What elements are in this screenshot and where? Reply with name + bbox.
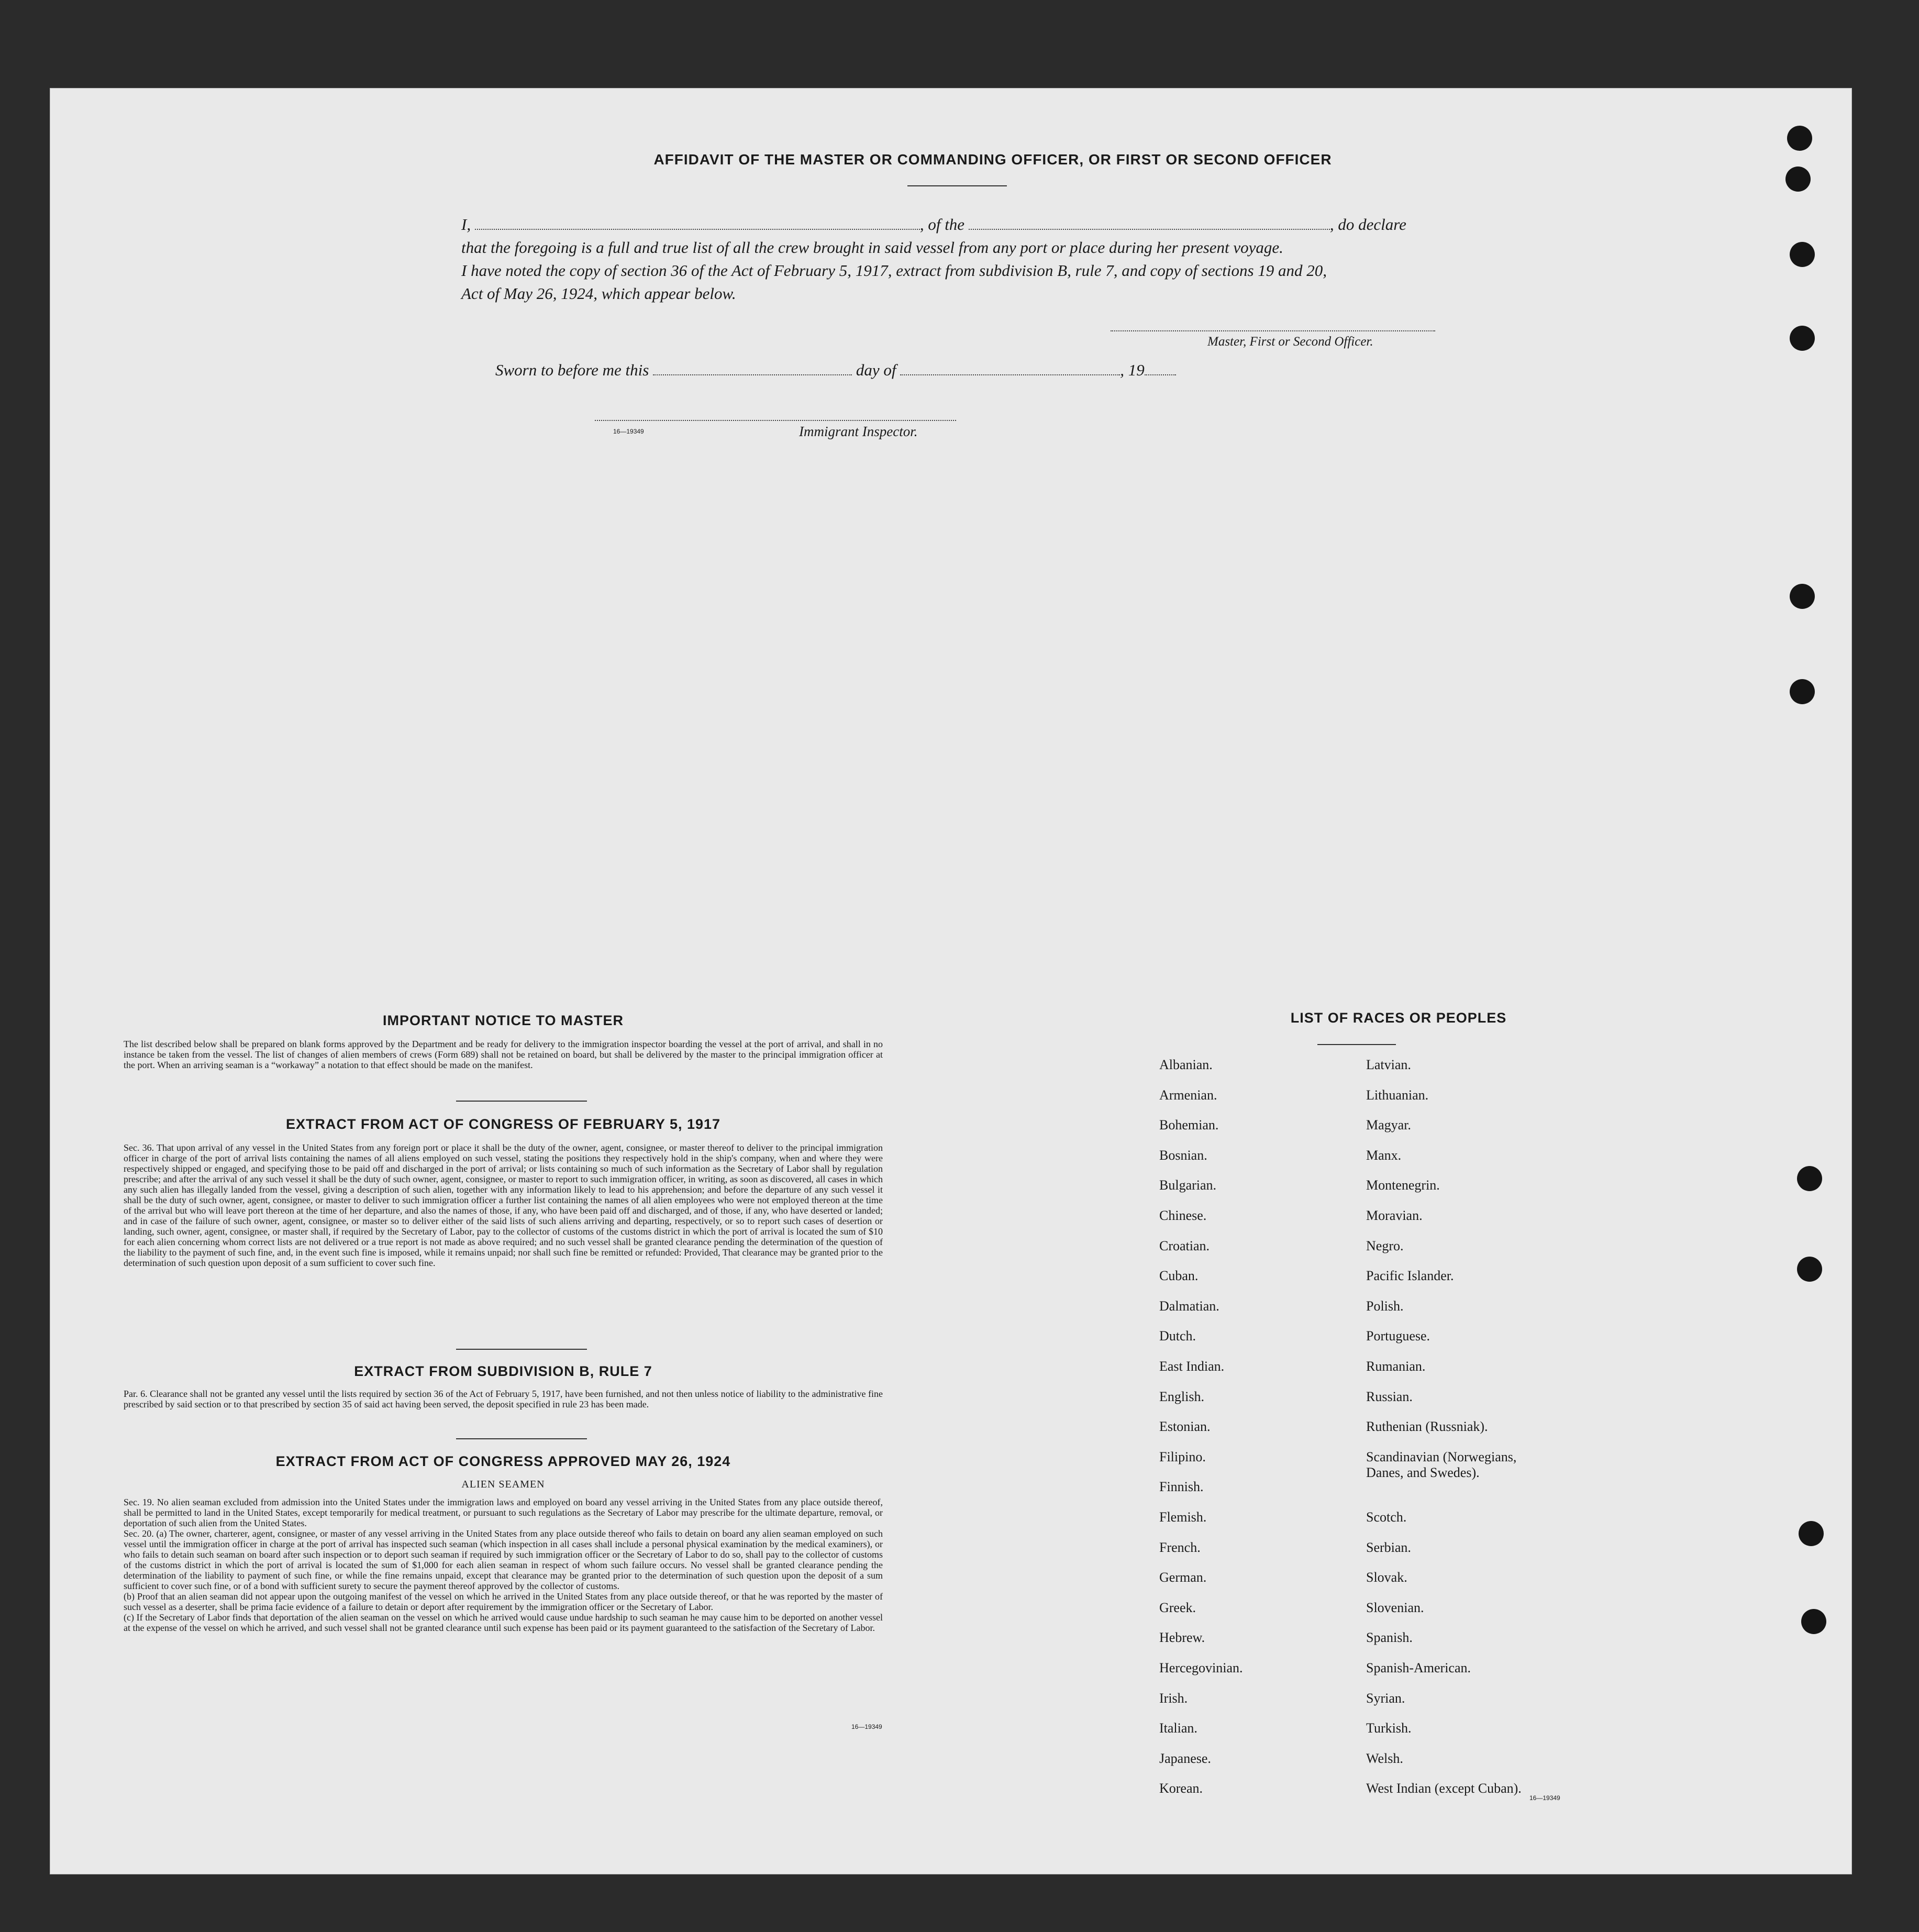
sworn-month-field[interactable]: [900, 374, 1120, 375]
affidavit-title-rule: [907, 185, 1007, 186]
sworn-prefix: Sworn to before me this: [495, 361, 649, 379]
rule7-body: Par. 6. Clearance shall not be granted any vessel until the lists required by section 36 of the Act of February 5, 1917, have been furnished, and not then unless notice of liability to the administrative fine prescribed by said section or to that prescribed by section 35 of said act having been served, the deposit specified in rule 23 has been made.: [124, 1389, 883, 1409]
race-item: West Indian (except Cuban).: [1366, 1781, 1522, 1796]
punch-hole: [1797, 1257, 1822, 1282]
affidavit-line-4: Act of May 26, 1924, which appear below.: [461, 284, 736, 303]
extract-1924-subtitle: ALIEN SEAMEN: [461, 1479, 545, 1490]
punch-hole: [1785, 166, 1811, 192]
race-item: Scandinavian (Norwegians, Danes, and Swedes).: [1366, 1449, 1517, 1480]
race-item: Filipino.: [1159, 1449, 1206, 1464]
inspector-label: Immigrant Inspector.: [799, 424, 918, 439]
notice-rule: [456, 1101, 587, 1102]
punch-hole: [1797, 1166, 1822, 1191]
race-item: French.: [1159, 1539, 1201, 1555]
race-item: Spanish-American.: [1366, 1660, 1471, 1675]
races-title: LIST OF RACES OR PEOPLES: [1290, 1010, 1507, 1026]
notice-body: The list described below shall be prepared on blank forms approved by the Department and be ready for delivery to the immigration inspector boarding the vessel at the port of arrival, and shall in no instance be taken from the vessel. The list of changes of alien members of crews (Form 689) shall not be retained on board, but shall be delivered by the master to the principal immigration officer at the port. When an arriving seaman is a “workaway” a notation to that effect should be made on the manifest.: [124, 1039, 883, 1070]
punch-hole: [1790, 584, 1815, 609]
notice-title: IMPORTANT NOTICE TO MASTER: [383, 1013, 624, 1028]
race-item: Flemish.: [1159, 1509, 1207, 1525]
affidavit-line-2: that the foregoing is a full and true list of all the crew brought in said vessel from any port or place during her present voyage.: [461, 238, 1283, 257]
race-item: Armenian.: [1159, 1087, 1217, 1103]
race-item: Pacific Islander.: [1366, 1268, 1454, 1284]
race-item: East Indian.: [1159, 1359, 1225, 1374]
race-item: Scotch.: [1366, 1509, 1407, 1525]
extract-1917-body: Sec. 36. That upon arrival of any vessel in the United States from any foreign port or place it shall be the duty of the owner, agent, consignee, or master thereof to deliver to the principal immigration officer in charge of the port of arrival lists containing the names of all aliens employed on such vessel, stating the positions they respectively hold in the ship's company, when and where they were respectively shipped or engaged, and specifying those to be paid off and discharged in the port of arrival; or lists containing so much of such information as the Secretary of Labor shall by regulation prescribe; and after the arrival of any such vessel it shall be the duty of such owner, agent, consignee, or master to report to such immigration officer, in writing, as soon as discovered, all cases in which any such alien has illegally landed from the vessel, giving a description of such alien, together with any information likely to lead to his apprehension; and before the departure of any such vessel it shall be the duty of such owner, agent, consignee, or master to deliver to such immigration officer a further list containing the names of all alien employees who were not employed thereon at the time of the arrival but who will leave port thereon at the time of her departure, and also the names of those, if any, who have been paid off and discharged, and of those, if any, who have deserted or landed; and in case of the failure of such owner, agent, consignee, or master so to deliver either of the said lists of such aliens arriving and departing, respectively, or so to report such cases of desertion or landing, such owner, agent, consignee, or master shall, if required by the Secretary of Labor, pay to the collector of customs of the customs district in which the port of arrival is located the sum of $10 for each alien concerning whom correct lists are not delivered or a true report is not made as above required; and no such vessel shall be granted clearance pending the determination of the question of the liability to the payment of such fine, and, in the event such fine is imposed, while it remains unpaid; nor shall such fine be remitted or refunded: Provided, That clearance may be granted prior to the determination of such question upon deposit of a sum sufficient to cover such fine.: [124, 1142, 883, 1268]
race-item: Hebrew.: [1159, 1630, 1205, 1646]
race-item: Bulgarian.: [1159, 1178, 1217, 1193]
race-item: Cuban.: [1159, 1268, 1199, 1284]
affidavit-declaration: [461, 213, 1506, 305]
sworn-day-of: day of: [856, 361, 896, 379]
race-item: English.: [1159, 1389, 1204, 1404]
extract-1924-title: EXTRACT FROM ACT OF CONGRESS APPROVED MAY 26, 1924: [275, 1453, 731, 1469]
master-signature-line[interactable]: [1111, 330, 1435, 331]
race-item: Turkish.: [1366, 1720, 1412, 1736]
affidavit-form-number: 16—19349: [613, 428, 644, 435]
race-item: Welsh.: [1366, 1750, 1403, 1766]
race-item: Dalmatian.: [1159, 1298, 1219, 1314]
race-item: Greek.: [1159, 1600, 1196, 1615]
extract-1917-rule: [456, 1349, 587, 1350]
race-item: Italian.: [1159, 1720, 1197, 1736]
race-item: Syrian.: [1366, 1690, 1405, 1706]
punch-hole: [1790, 326, 1815, 351]
race-item: Rumanian.: [1366, 1359, 1426, 1374]
race-item: Negro.: [1366, 1238, 1404, 1253]
affidavit-do-declare: , do declare: [1329, 215, 1406, 234]
race-item: Albanian.: [1159, 1057, 1213, 1072]
sworn-year-prefix: , 19: [1120, 361, 1145, 379]
affidavit-line-3: I have noted the copy of section 36 of the Act of February 5, 1917, extract from subdivision B, rule 7, and copy of sections 19 and 20,: [461, 261, 1327, 280]
sworn-line: [495, 361, 1176, 380]
punch-hole: [1787, 126, 1812, 151]
race-item: Bosnian.: [1159, 1147, 1207, 1163]
punch-hole: [1790, 242, 1815, 267]
race-item: German.: [1159, 1570, 1207, 1585]
vessel-name-field[interactable]: [969, 229, 1330, 230]
extract-1917-title: EXTRACT FROM ACT OF CONGRESS OF FEBRUARY 5, 1917: [285, 1116, 721, 1132]
master-name-field[interactable]: [475, 229, 920, 230]
rule7-rule: [456, 1438, 587, 1439]
race-item: Manx.: [1366, 1147, 1402, 1163]
race-item: Slovak.: [1366, 1570, 1407, 1585]
races-form-number: 16—19349: [1529, 1794, 1560, 1802]
race-item: Lithuanian.: [1366, 1087, 1429, 1103]
affidavit-of-the: , of the: [919, 215, 965, 234]
race-item: Japanese.: [1159, 1750, 1211, 1766]
race-item: Chinese.: [1159, 1208, 1207, 1223]
sworn-year-field[interactable]: [1145, 374, 1176, 375]
affidavit-line-1: [461, 213, 1506, 236]
race-item: Spanish.: [1366, 1630, 1413, 1646]
sec-20c: (c) If the Secretary of Labor finds that deportation of the alien seaman on the vessel on which he arrived would cause undue hardship to such seaman he may cause him to be deported on another vessel at the expense of the vessel on which he arrived, and such vessel shall not be granted clearance until such expense has been paid or its payment guaranteed to the satisfaction of the Secretary of Labor.: [124, 1612, 883, 1633]
punch-hole: [1799, 1521, 1824, 1546]
race-item: Russian.: [1366, 1389, 1413, 1404]
race-item: Latvian.: [1366, 1057, 1411, 1072]
race-item: Bohemian.: [1159, 1117, 1219, 1133]
form-page: [50, 88, 1852, 1874]
punch-hole: [1801, 1609, 1826, 1634]
sec-20a: Sec. 20. (a) The owner, charterer, agent, consignee, or master of any vessel arriving in the United States from any place outside thereof who fails to detain on board any alien seaman employed on such vessel until the immigration officer in charge at the port of arrival has inspected such seaman (which inspection in all cases shall include a personal physical examination by the medical examiners), or who fails to detain such seaman on board after such inspection or to deport such seaman if required by such immigration officer or the Secretary of Labor to do so, shall pay to the collector of customs of the customs district in which the port of arrival is located the sum of $1,000 for each alien seaman in respect of whom such failure occurs. No vessel shall be granted clearance pending the determination of the liability to payment of such fine, or while the fine remains unpaid, except that clearance may be granted prior to the determination of such question upon the deposit of a sum sufficient to cover such fine, or of a bond with sufficient surety to secure the payment thereof approved by the collector of customs.: [124, 1528, 883, 1591]
race-item: Montenegrin.: [1366, 1178, 1440, 1193]
race-item: Korean.: [1159, 1781, 1203, 1796]
extract-1924-sections: [124, 1497, 883, 1633]
sworn-day-field[interactable]: [653, 374, 852, 375]
affidavit-title: AFFIDAVIT OF THE MASTER OR COMMANDING OFFICER, OR FIRST OR SECOND OFFICER: [653, 151, 1332, 168]
affidavit-i: I,: [461, 215, 471, 234]
sec-20b: (b) Proof that an alien seaman did not appear upon the outgoing manifest of the vessel on which he arrived in the United States from any place outside thereof, or that he was reported by the master of such vessel as a deserter, shall be prima facie evidence of a failure to detain or deport after requirement by the immigration officer or the Secretary of Labor.: [124, 1591, 883, 1612]
punch-hole: [1790, 679, 1815, 704]
race-item: Polish.: [1366, 1298, 1404, 1314]
inspector-signature-line[interactable]: [595, 420, 956, 421]
race-item: Slovenian.: [1366, 1600, 1424, 1615]
extract-1924-form-number: 16—19349: [851, 1723, 882, 1730]
race-item: Dutch.: [1159, 1328, 1196, 1344]
master-signature-label: Master, First or Second Officer.: [1207, 335, 1373, 349]
race-item: Finnish.: [1159, 1479, 1204, 1495]
race-item: Ruthenian (Russniak).: [1366, 1419, 1488, 1435]
sec-19: Sec. 19. No alien seaman excluded from admission into the United States under the immigration laws and employed on board any vessel arriving in the United States from any place outside thereof, shall be permitted to land in the United States, except temporarily for medical treatment, or pursuant to such regulations as the Secretary of Labor may prescribe for the ultimate departure, removal, or deportation of such alien from the United States.: [124, 1497, 883, 1528]
race-item: Irish.: [1159, 1690, 1188, 1706]
race-item: Portuguese.: [1366, 1328, 1430, 1344]
race-item: Hercegovinian.: [1159, 1660, 1243, 1675]
race-item: Estonian.: [1159, 1419, 1211, 1435]
races-title-rule: [1317, 1044, 1396, 1045]
race-item: Serbian.: [1366, 1539, 1411, 1555]
rule7-title: EXTRACT FROM SUBDIVISION B, RULE 7: [354, 1363, 652, 1379]
race-item: Magyar.: [1366, 1117, 1411, 1133]
race-item: Croatian.: [1159, 1238, 1210, 1253]
race-item: Moravian.: [1366, 1208, 1423, 1223]
